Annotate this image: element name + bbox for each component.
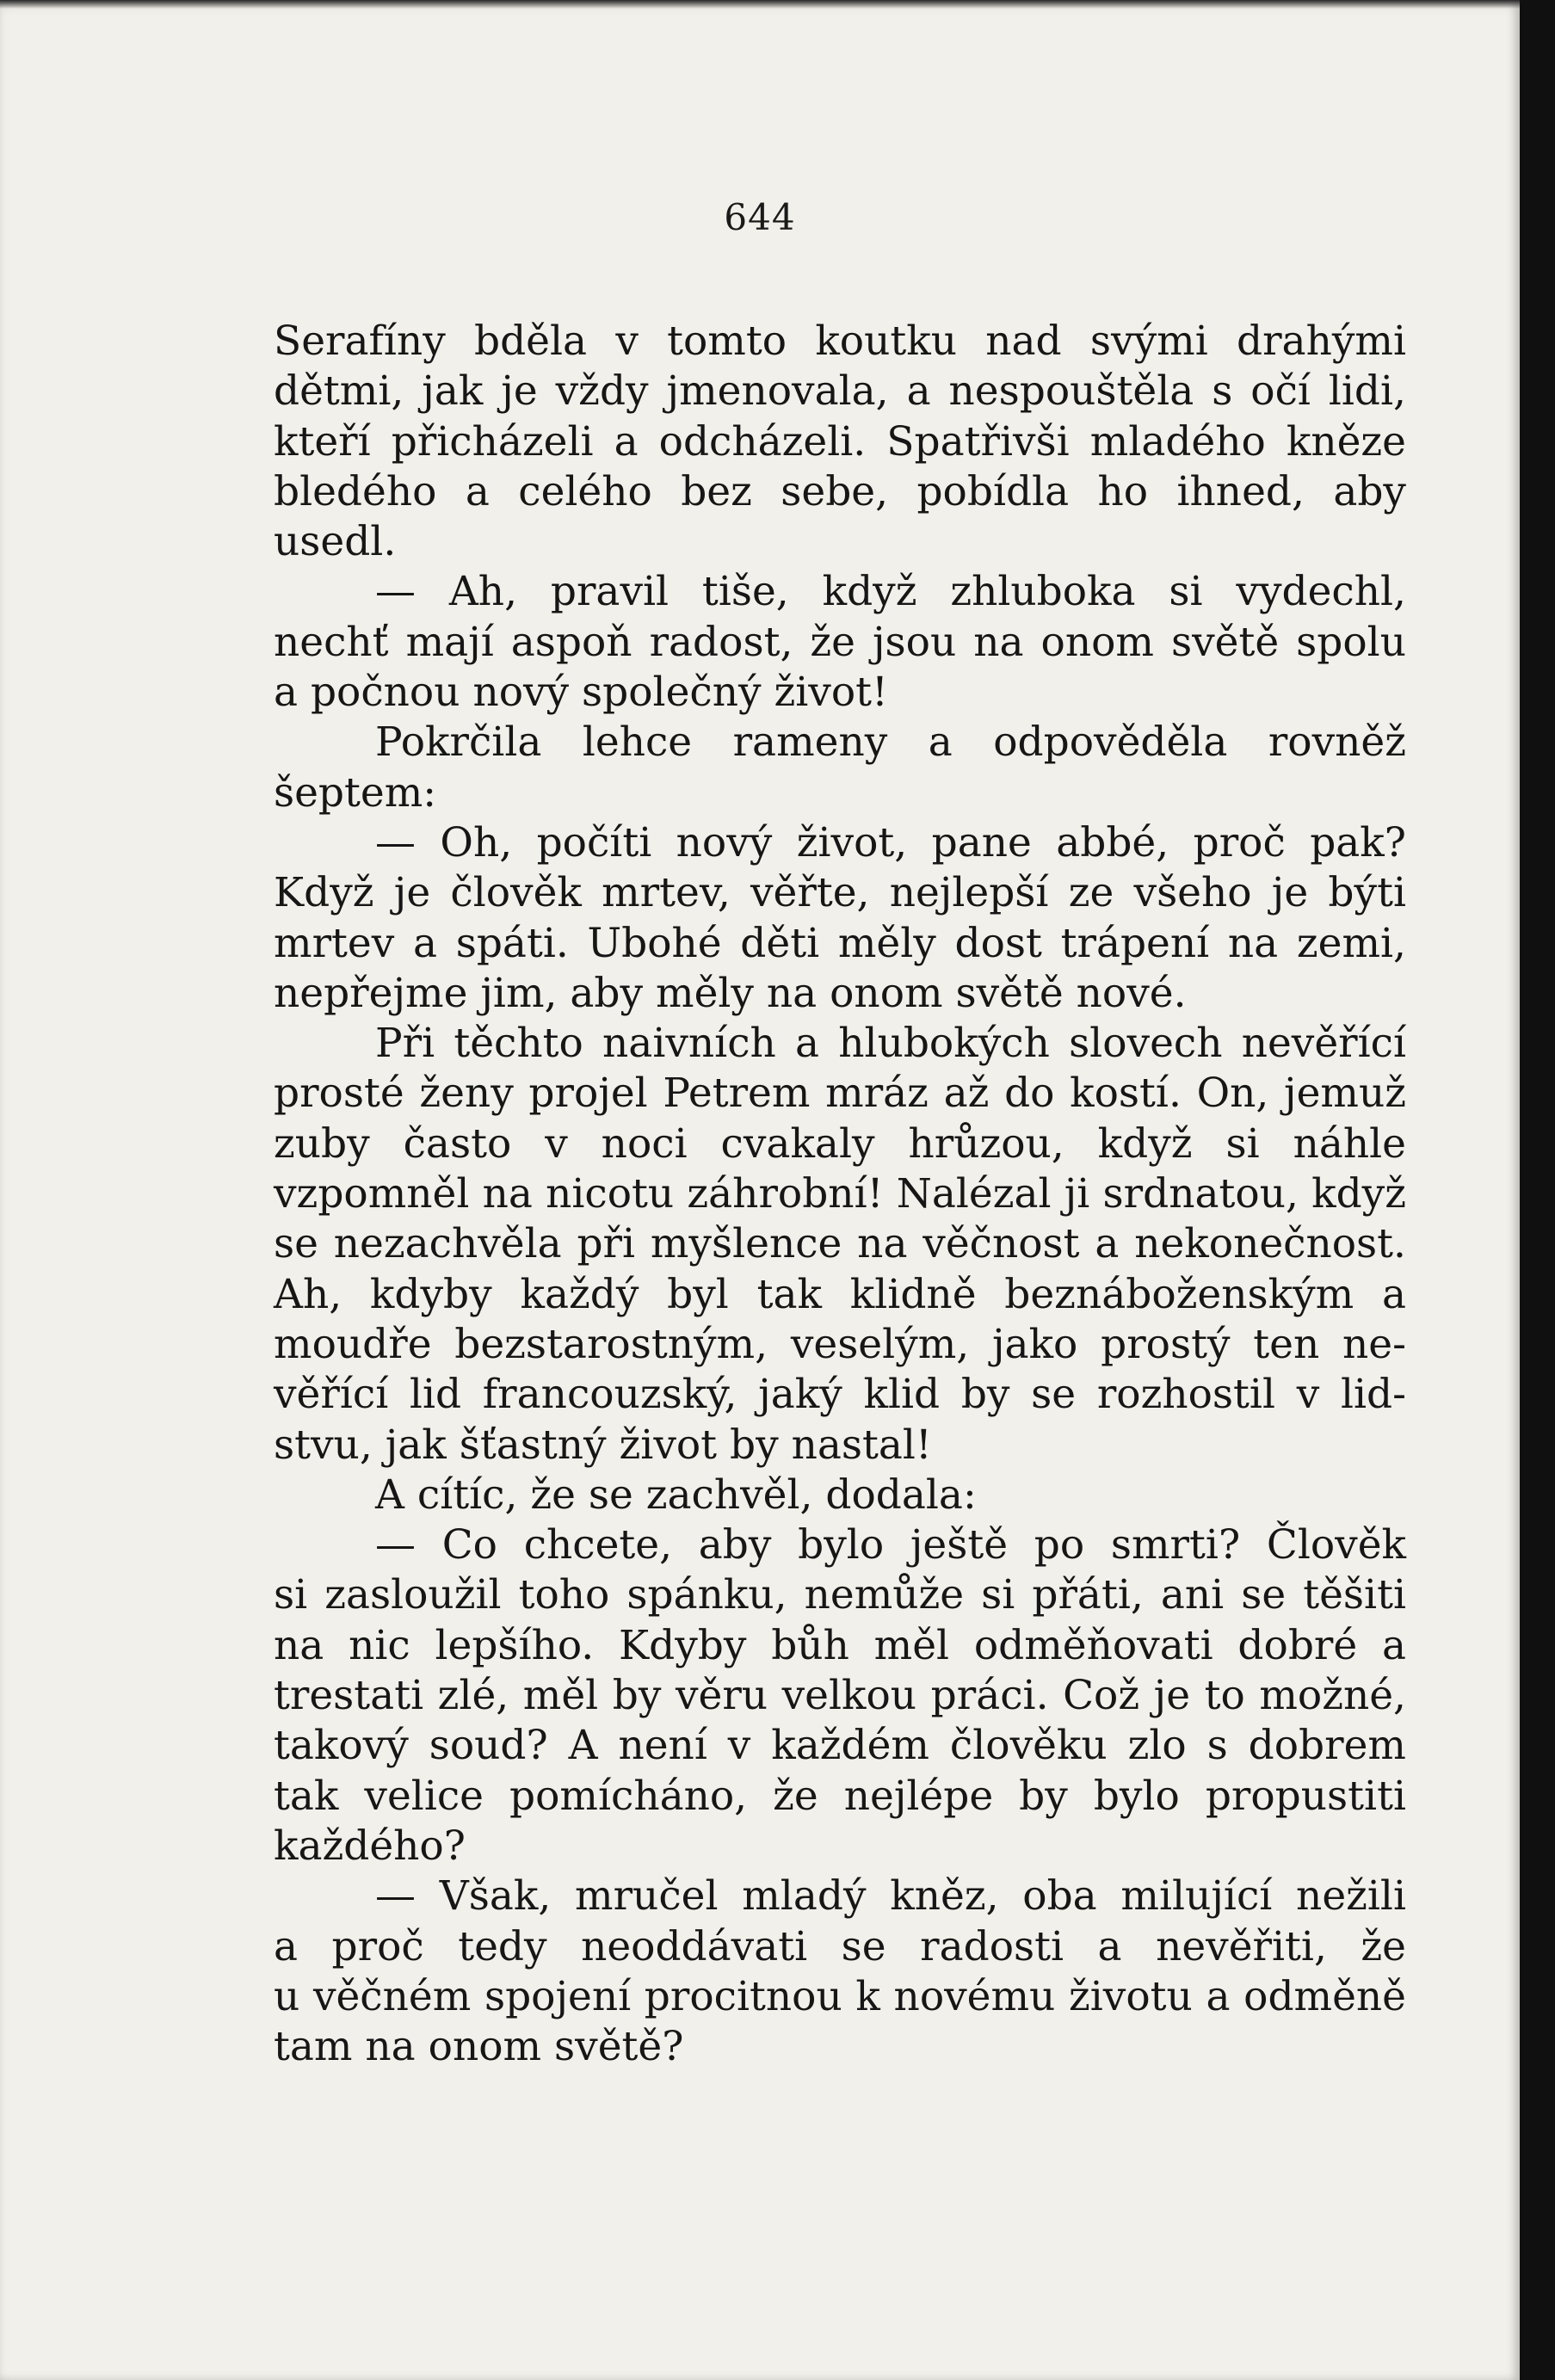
text-line: si zasloužil toho spánku, nemůže si přáti, ani se těšiti bbox=[274, 1571, 1406, 1619]
text-line: — Oh, počíti nový život, pane abbé, proč pak? bbox=[375, 818, 1406, 866]
page-number: 644 bbox=[724, 196, 796, 238]
text-line: Při těchto naivních a hlubokých slovech nevěřící bbox=[375, 1020, 1406, 1068]
text-line: A cítíc, že se zachvěl, dodala: bbox=[375, 1471, 977, 1519]
text-line: — Však, mručel mladý kněz, oba milující nežili bbox=[375, 1872, 1406, 1921]
text-line: prosté ženy projel Petrem mráz až do kostí. On, jemuž bbox=[274, 1070, 1406, 1118]
text-line: tak velice pomícháno, že nejlépe by bylo propustiti bbox=[274, 1772, 1406, 1820]
text-line: usedl. bbox=[274, 518, 397, 566]
text-line: šeptem: bbox=[274, 768, 437, 817]
text-line: bledého a celého bez sebe, pobídla ho ihned, aby bbox=[274, 467, 1406, 515]
text-line: a počnou nový společný život! bbox=[274, 669, 888, 717]
text-line: — Co chcete, aby bylo ještě po smrti? Člověk bbox=[375, 1521, 1406, 1569]
text-line: nepřejme jim, aby měly na onom světě nové. bbox=[274, 969, 1187, 1017]
text-line: u věčném spojení procitnou k novému životu a odměně bbox=[274, 1972, 1406, 2020]
body-text bbox=[274, 317, 1406, 2072]
text-line: věřící lid francouzský, jaký klid by se rozhostil v lid- bbox=[274, 1371, 1406, 1419]
text-line: Když je člověk mrtev, věřte, nejlepší ze všeho je býti bbox=[274, 869, 1406, 917]
text-line: tam na onom světě? bbox=[274, 2023, 684, 2071]
text-line: nechť mají aspoň radost, že jsou na onom světě spolu bbox=[274, 618, 1406, 666]
text-line: trestati zlé, měl by věru velkou práci. Což je to možné, bbox=[274, 1672, 1406, 1720]
text-line: vzpomněl na nicotu záhrobní! Nalézal ji srdnatou, když bbox=[274, 1170, 1406, 1218]
text-line: a proč tedy neoddávati se radosti a nevěřiti, že bbox=[274, 1922, 1406, 1970]
text-line: Serafíny bděla v tomto koutku nad svými drahými bbox=[274, 318, 1406, 365]
text-line: zuby často v noci cvakaly hrůzou, když si náhle bbox=[274, 1119, 1406, 1168]
text-line: kteří přicházeli a odcházeli. Spatřivši mladého kněze bbox=[274, 417, 1406, 466]
text-line: každého? bbox=[274, 1822, 466, 1870]
text-line: moudře bezstarostným, veselým, jako prostý ten ne- bbox=[274, 1320, 1406, 1368]
text-line: se nezachvěla při myšlence na věčnost a nekonečnost. bbox=[274, 1220, 1406, 1268]
text-line: mrtev a spáti. Ubohé děti měly dost trápení na zemi, bbox=[274, 919, 1406, 967]
text-line: Pokrčila lehce rameny a odpověděla rovněž bbox=[375, 718, 1406, 767]
text-line: Ah, kdyby každý byl tak klidně beznáboženským a bbox=[274, 1270, 1406, 1318]
text-line: — Ah, pravil tiše, když zhluboka si vydechl, bbox=[375, 568, 1406, 616]
text-line: stvu, jak šťastný život by nastal! bbox=[274, 1421, 932, 1469]
text-line: takový soud? A není v každém člověku zlo s dobrem bbox=[274, 1722, 1406, 1770]
text-line: na nic lepšího. Kdyby bůh měl odměňovati dobré a bbox=[274, 1621, 1406, 1669]
text-line: dětmi, jak je vždy jmenovala, a nespouštěla s očí lidi, bbox=[274, 367, 1406, 416]
page-top-edge bbox=[0, 0, 1520, 9]
